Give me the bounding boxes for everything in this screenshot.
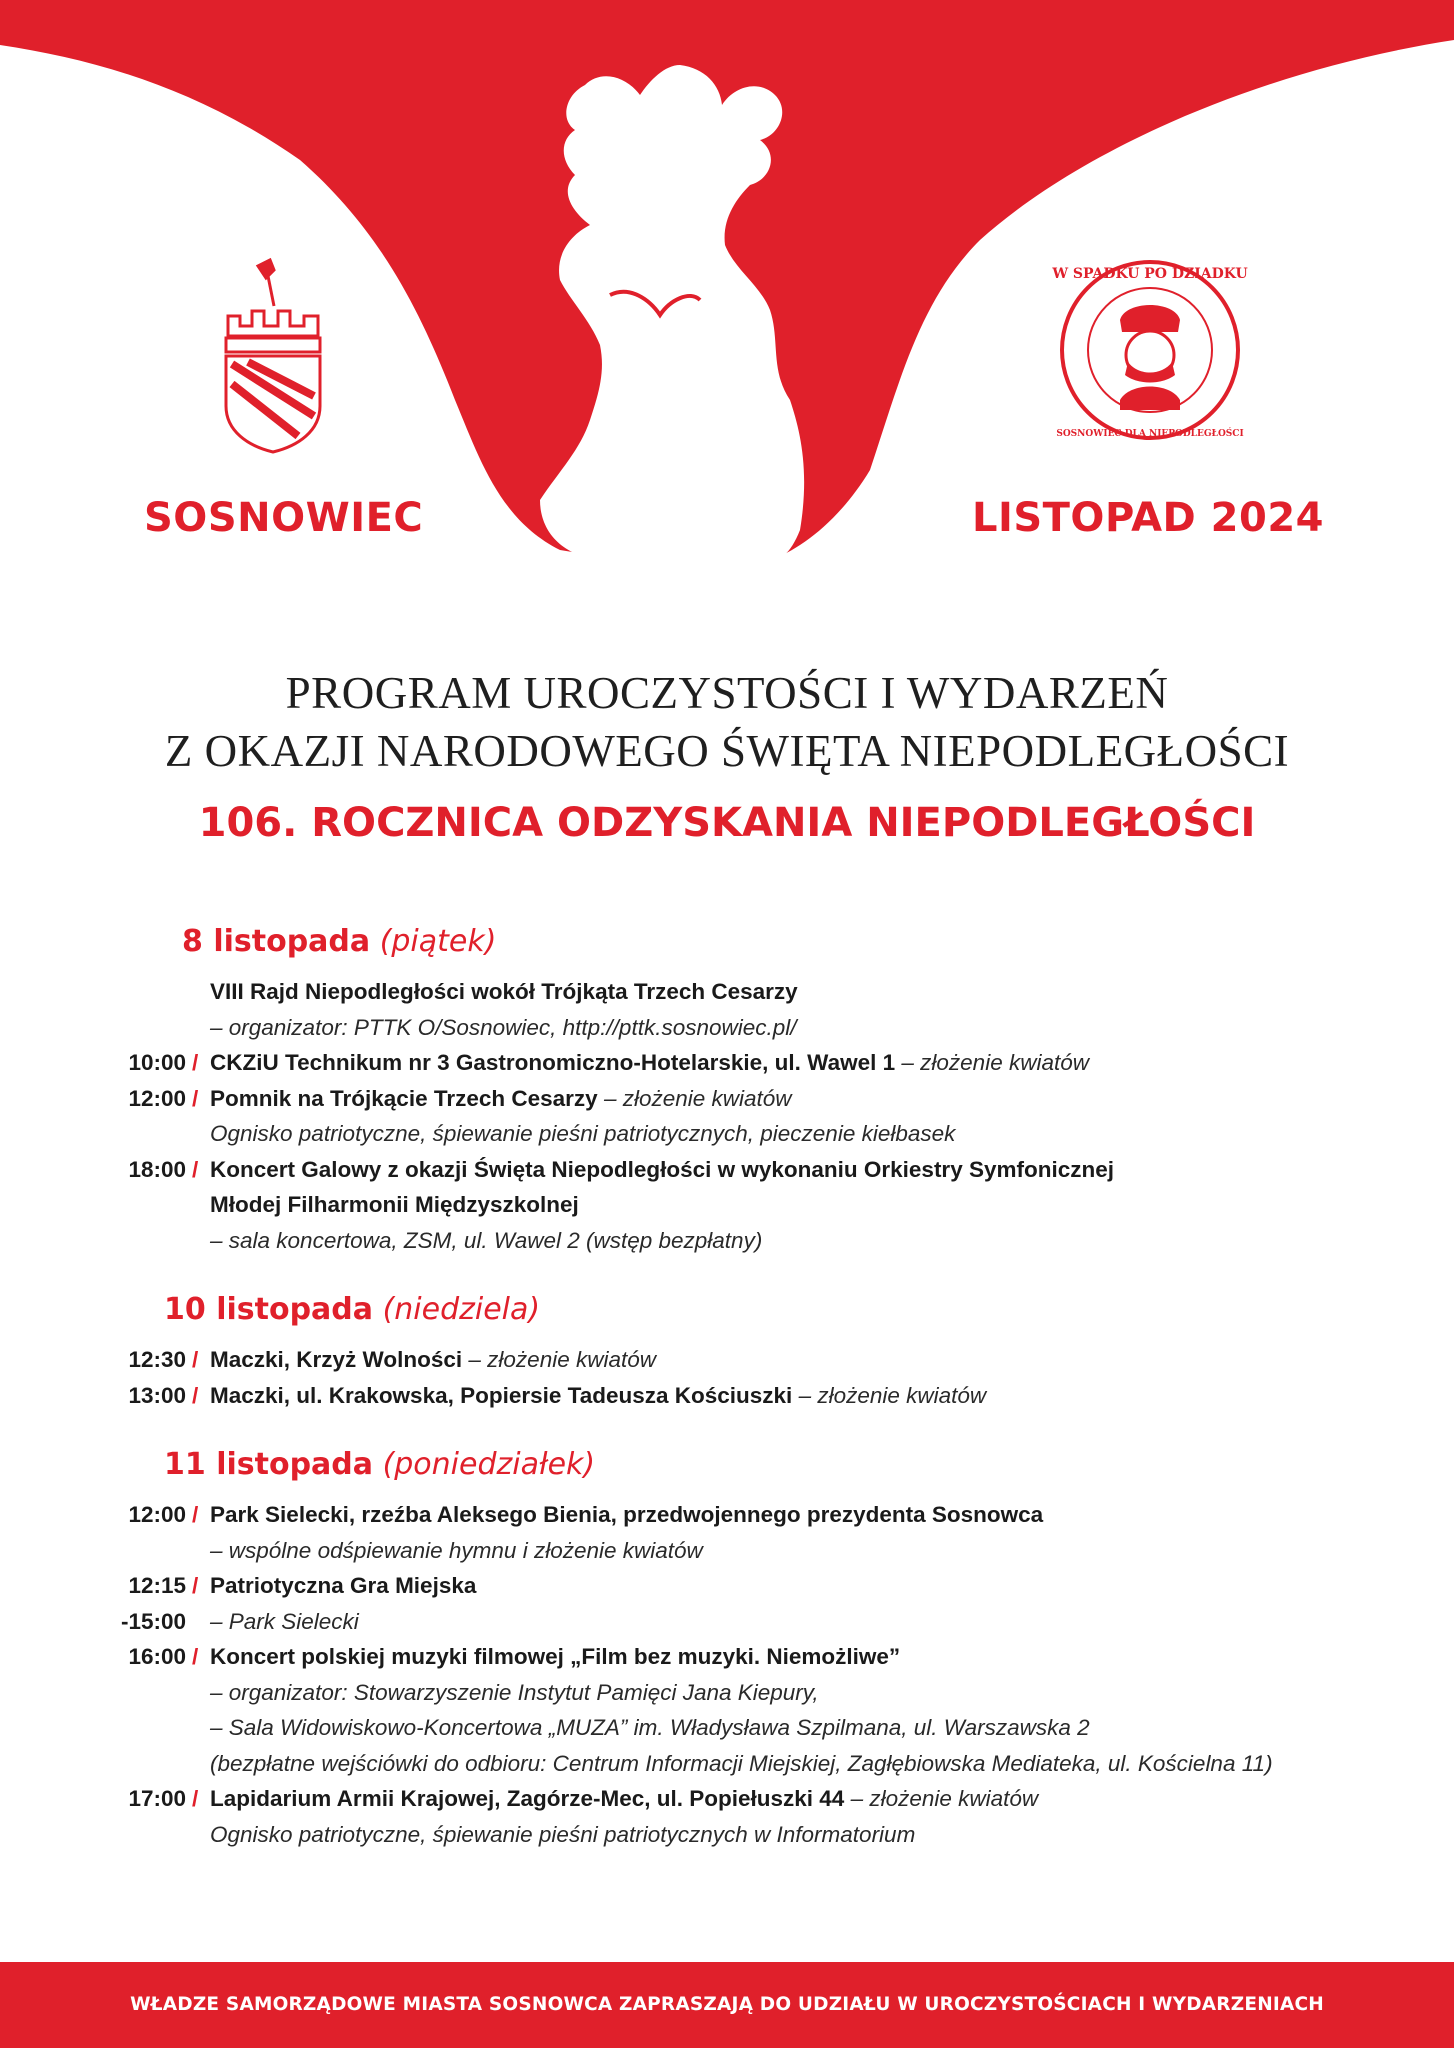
time-separator — [192, 1675, 210, 1711]
event-time — [0, 1116, 192, 1152]
event-time — [0, 1675, 192, 1711]
event-text — [210, 1497, 1360, 1533]
event-text — [210, 1604, 1360, 1640]
time-separator — [192, 1710, 210, 1746]
event-note: – organizator: PTTK O/Sosnowiec, http://pttk.sosnowiec.pl/ — [210, 1014, 797, 1040]
event-note: – złożenie kwiatów — [597, 1085, 792, 1111]
day-date: 11 listopada — [164, 1447, 374, 1482]
event-title: Młodej Filharmonii Międzyszkolnej — [210, 1192, 579, 1217]
program-row — [0, 1604, 1454, 1640]
event-title: CKZiU Technikum nr 3 Gastronomiczno-Hotelarskie, ul. Wawel 1 — [210, 1050, 896, 1075]
program-row — [0, 1781, 1454, 1817]
program-row — [0, 1817, 1454, 1853]
title-line-2: Z OKAZJI NARODOWEGO ŚWIĘTA NIEPODLEGŁOŚCI — [164, 726, 1290, 776]
time-separator: / — [192, 1156, 199, 1182]
event-time: 10:00 — [128, 1050, 186, 1075]
event-time: -15:00 — [120, 1608, 186, 1634]
event-text — [210, 1342, 1360, 1378]
event-note: Ognisko patriotyczne, śpiewanie pieśni patriotycznych, pieczenie kiełbasek — [210, 1121, 956, 1146]
event-text — [210, 1116, 1360, 1152]
hero-banner — [0, 0, 1454, 600]
event-time — [0, 1223, 192, 1259]
event-text — [210, 1533, 1360, 1569]
time-separator: / — [192, 1644, 199, 1669]
event-title: Koncert Galowy z okazji Święta Niepodległości w wykonaniu Orkiestry Symfonicznej — [210, 1156, 1114, 1182]
day-spacer — [0, 1413, 1454, 1443]
day-date: 8 listopada — [182, 924, 371, 959]
program-row — [0, 1116, 1454, 1152]
event-text — [210, 1746, 1360, 1782]
program-row — [0, 1342, 1454, 1378]
time-separator — [192, 1187, 210, 1223]
time-separator — [192, 1817, 210, 1853]
time-separator: / — [192, 1502, 199, 1527]
event-text — [210, 1081, 1360, 1117]
title-line-1: PROGRAM UROCZYSTOŚCI I WYDARZEŃ — [285, 668, 1169, 718]
program-row — [0, 1081, 1454, 1117]
event-text — [210, 1152, 1360, 1188]
program-row — [0, 1533, 1454, 1569]
event-text — [210, 1045, 1360, 1081]
program-row — [0, 1710, 1454, 1746]
time-separator: / — [192, 1573, 199, 1598]
program-row — [0, 1568, 1454, 1604]
event-text — [210, 1223, 1360, 1259]
event-note: – złożenie kwiatów — [844, 1786, 1039, 1811]
event-text — [210, 974, 1360, 1010]
program-row — [0, 1152, 1454, 1188]
event-title: Pomnik na Trójkącie Trzech Cesarzy — [210, 1085, 598, 1111]
event-note: – złożenie kwiatów — [792, 1382, 987, 1408]
time-separator — [192, 1010, 210, 1046]
event-note: – organizator: Stowarzyszenie Instytut Pamięci Jana Kiepury, — [210, 1679, 819, 1705]
event-title: Lapidarium Armii Krajowej, Zagórze-Mec, ul. Popiełuszki 44 — [210, 1786, 845, 1811]
event-time — [0, 974, 192, 1010]
day-weekday: (niedziela) — [382, 1292, 541, 1327]
event-time: 17:00 — [128, 1786, 186, 1811]
program-list — [0, 920, 1454, 1882]
day-weekday: (piątek) — [379, 924, 497, 959]
day-spacer — [0, 1852, 1454, 1882]
event-time — [0, 1533, 192, 1569]
event-time: 13:00 — [128, 1382, 186, 1408]
event-title: Patriotyczna Gra Miejska — [210, 1573, 477, 1598]
program-row — [0, 1746, 1454, 1782]
event-text — [210, 1568, 1360, 1604]
event-title: Maczki, ul. Krakowska, Popiersie Tadeusza Kościuszki — [210, 1382, 793, 1408]
event-title: Park Sielecki, rzeźba Aleksego Bienia, przedwojennego prezydenta Sosnowca — [210, 1502, 1044, 1527]
event-note: – złożenie kwiatów — [462, 1347, 656, 1372]
event-time: 12:00 — [128, 1085, 186, 1111]
program-row — [0, 1675, 1454, 1711]
svg-text:W SPADKU PO DZIADKU: W SPADKU PO DZIADKU — [1052, 266, 1248, 282]
time-separator — [192, 1223, 210, 1259]
event-note: – wspólne odśpiewanie hymnu i złożenie kwiatów — [210, 1537, 703, 1563]
time-separator — [192, 1533, 210, 1569]
event-note: – złożenie kwiatów — [895, 1050, 1089, 1075]
event-time: 16:00 — [128, 1644, 186, 1669]
event-time: 12:30 — [128, 1347, 186, 1372]
event-time — [0, 1010, 192, 1046]
event-text — [210, 1187, 1360, 1223]
svg-text:SOSNOWIEC DLA NIEPODLEGŁOŚCI: SOSNOWIEC DLA NIEPODLEGŁOŚCI — [1056, 429, 1244, 439]
event-text — [210, 1817, 1360, 1853]
event-time — [0, 1817, 192, 1853]
day-heading — [0, 1443, 1454, 1487]
program-row — [0, 1497, 1454, 1533]
program-row — [0, 1223, 1454, 1259]
program-row — [0, 1378, 1454, 1414]
time-separator: / — [192, 1085, 199, 1111]
event-text — [210, 1710, 1360, 1746]
time-separator: / — [192, 1347, 199, 1372]
time-separator — [192, 974, 210, 1010]
date-label: LISTOPAD 2024 — [971, 495, 1324, 541]
program-row — [0, 974, 1454, 1010]
event-note: – Sala Widowiskowo-Koncertowa „MUZA” im. Władysława Szpilmana, ul. Warszawska 2 — [210, 1715, 1090, 1740]
program-row — [0, 1010, 1454, 1046]
event-note: – sala koncertowa, ZSM, ul. Wawel 2 (wstęp bezpłatny) — [210, 1227, 763, 1253]
time-separator: / — [192, 1050, 199, 1075]
event-time — [0, 1187, 192, 1223]
program-row — [0, 1045, 1454, 1081]
event-text — [210, 1010, 1360, 1046]
event-time: 12:00 — [128, 1502, 186, 1527]
time-separator: / — [192, 1786, 199, 1811]
event-note: (bezpłatne wejściówki do odbioru: Centrum Informacji Miejskiej, Zagłębiowska Mediateka, ul. Kościelna 11) — [210, 1750, 1273, 1776]
event-time: 18:00 — [128, 1156, 186, 1182]
time-separator — [192, 1746, 210, 1782]
day-spacer — [0, 1258, 1454, 1288]
event-text — [210, 1378, 1360, 1414]
city-crest-icon — [218, 256, 328, 456]
event-note: Ognisko patriotyczne, śpiewanie pieśni patriotycznych w Informatorium — [210, 1821, 916, 1847]
city-label: SOSNOWIEC — [144, 495, 424, 541]
program-row — [0, 1639, 1454, 1675]
page-subtitle: 106. ROCZNICA ODZYSKANIA NIEPODLEGŁOŚCI — [198, 800, 1256, 846]
program-row — [0, 1187, 1454, 1223]
event-text — [210, 1639, 1360, 1675]
event-time — [0, 1710, 192, 1746]
page-title — [0, 664, 1454, 780]
event-title: VIII Rajd Niepodległości wokół Trójkąta Trzech Cesarzy — [210, 979, 798, 1004]
footer-banner: WŁADZE SAMORZĄDOWE MIASTA SOSNOWCA ZAPRASZAJĄ DO UDZIAŁU W UROCZYSTOŚCIACH I WYDARZENIACH — [0, 1962, 1454, 2048]
day-heading — [0, 920, 1454, 964]
time-separator: / — [192, 1382, 199, 1408]
event-time: 12:15 — [128, 1573, 186, 1598]
event-note: – Park Sielecki — [210, 1608, 359, 1634]
day-weekday: (poniedziałek) — [382, 1447, 596, 1482]
seal-logo — [1050, 250, 1250, 450]
event-text — [210, 1675, 1360, 1711]
time-separator — [192, 1604, 210, 1640]
event-title: Koncert polskiej muzyki filmowej „Film bez muzyki. Niemożliwe” — [210, 1644, 901, 1669]
event-text — [210, 1781, 1360, 1817]
time-separator — [192, 1116, 210, 1152]
event-time — [0, 1746, 192, 1782]
event-title: Maczki, Krzyż Wolności — [210, 1347, 463, 1372]
day-heading — [0, 1288, 1454, 1332]
day-date: 10 listopada — [164, 1292, 374, 1327]
